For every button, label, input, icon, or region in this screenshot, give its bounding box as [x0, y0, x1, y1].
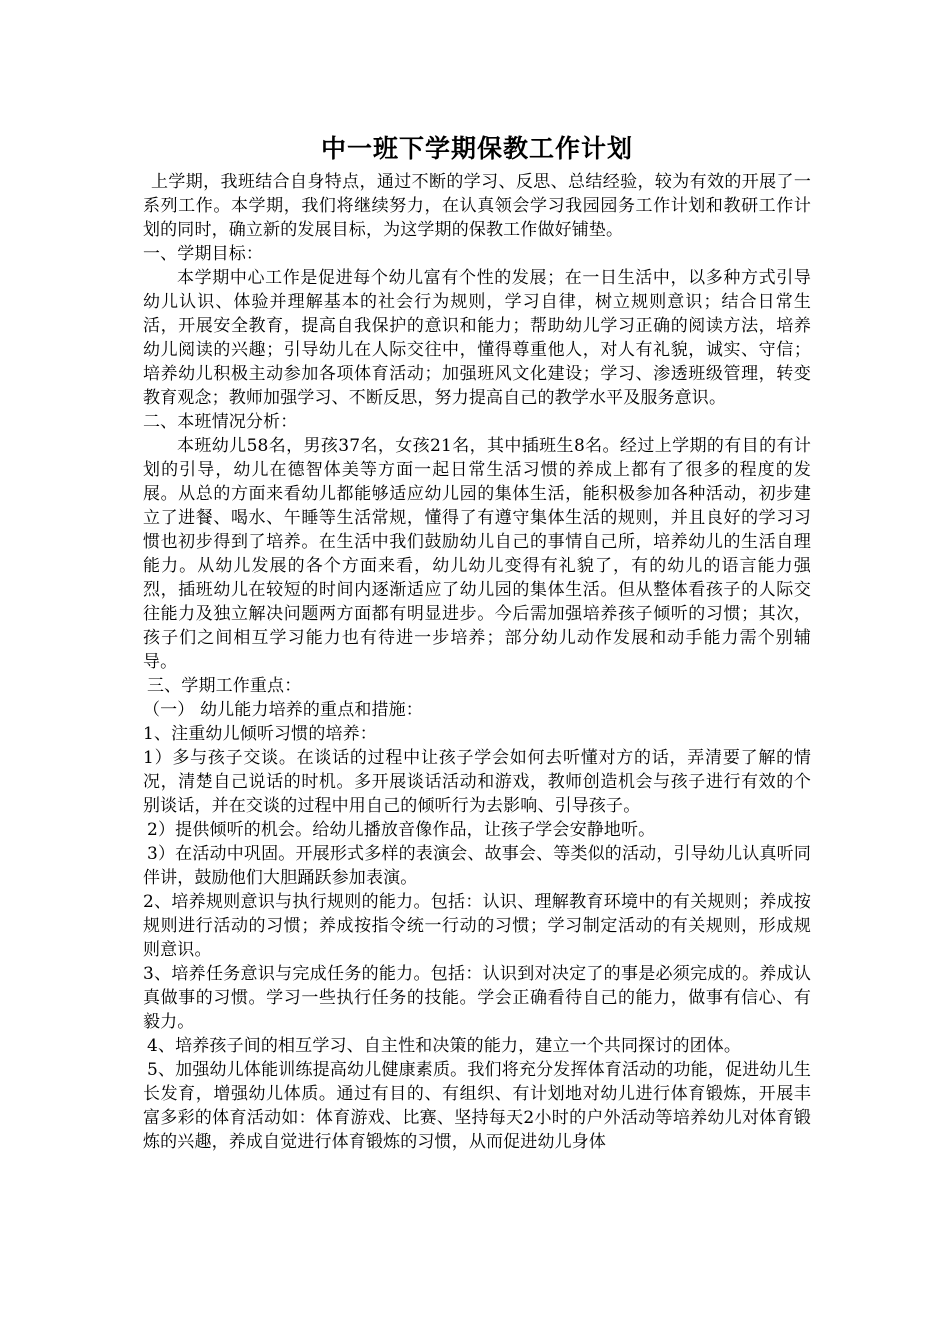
subitem-consolidate-in-activity: 3）在活动中巩固。开展形式多样的表演会、故事会、等类似的活动，引导幼儿认真听同伴讲，鼓励他们大胆踊跃参加表演。 [143, 844, 811, 888]
section-heading-goals: 一、学期目标： [143, 244, 264, 264]
subitem-listening-opportunity: 2）提供倾听的机会。给幼儿播放音像作品，让孩子学会安静地听。 [147, 820, 656, 840]
class-analysis-paragraph: 本班幼儿58名，男孩37名，女孩21名，其中插班生8名。经过上学期的有目的有计划的引导，幼儿在德智体美等方面一起日常生活习惯的养成上都有了很多的程度的发展。从总的方面来看幼儿都能够适应幼儿园的集体生活，能积极参加各种活动，初步建立了进餐、喝水、午睡等生活常规，懂得了有遵守集体生活的规则，并且良好的学习习惯也初步得到了培养。在生活中我们鼓励幼儿自己的事情自己所，培养幼儿的生活自理能力。从幼儿发展的各个方面来看，幼儿幼儿变得有礼貌了，有的幼儿的语言能力强烈，插班幼儿在较短的时间内逐渐适应了幼儿园的集体生活。但从整体看孩子的人际交往能力及独立解决问题两方面都有明显进步。今后需加强培养孩子倾听的习惯；其次，孩子们之间相互学习能力也有待进一步培养；部分幼儿动作发展和动手能力需个别辅导。 [143, 436, 811, 672]
item-task-awareness: 3、培养任务意识与完成任务的能力。包括：认识到对决定了的事是必须完成的。养成认真做事的习惯。学习一些执行任务的技能。学会正确看待自己的能力，做事有信心、有毅力。 [143, 964, 811, 1032]
item-mutual-learning: 4、培养孩子间的相互学习、自主性和决策的能力，建立一个共同探讨的团体。 [147, 1036, 742, 1056]
item-physical-training: 5、加强幼儿体能训练提高幼儿健康素质。我们将充分发挥体育活动的功能，促进幼儿生长发育，增强幼儿体质。通过有目的、有组织、有计划地对幼儿进行体育锻炼，开展丰富多彩的体育活动如：体育游戏、比赛、坚持每天2小时的户外活动等培养幼儿对体育锻炼的兴趣，养成自觉进行体育锻炼的习惯，从而促进幼儿身体 [143, 1060, 811, 1152]
subitem-talk-with-children: 1）多与孩子交谈。在谈话的过程中让孩子学会如何去听懂对方的话，弄清要了解的情况，清楚自己说话的时机。多开展谈话活动和游戏，教师创造机会与孩子进行有效的个别谈话，并在交谈的过程中用自己的倾听行为去影响、引导孩子。 [143, 748, 811, 816]
item-rules-awareness: 2、培养规则意识与执行规则的能力。包括：认识、理解教育环境中的有关规则；养成按规则进行活动的习惯；养成按指令统一行动的习惯；学习制定活动的有关规则，形成规则意识。 [143, 892, 811, 960]
item-listening-habits: 1、注重幼儿倾听习惯的培养： [143, 724, 377, 744]
document-title: 中一班下学期保教工作计划 [320, 134, 633, 163]
section-heading-class-analysis: 二、本班情况分析： [143, 412, 298, 432]
subsection-heading-ability: （一） 幼儿能力培养的重点和措施： [143, 700, 423, 720]
section-heading-key-work: 三、学期工作重点： [147, 676, 302, 696]
goals-paragraph: 本学期中心工作是促进每个幼儿富有个性的发展；在一日生活中，以多种方式引导幼儿认识、体验并理解基本的社会行为规则，学习自律，树立规则意识；结合日常生活，开展安全教育，提高自我保护的意识和能力；帮助幼儿学习正确的阅读方法，培养幼儿阅读的兴趣；引导幼儿在人际交往中，懂得尊重他人，对人有礼貌，诚实、守信；培养幼儿积极主动参加各项体育活动；加强班风文化建设；学习、渗透班级管理，转变教育观念；教师加强学习、不断反思，努力提高自己的教学水平及服务意识。 [143, 268, 811, 408]
intro-paragraph: 上学期，我班结合自身特点，通过不断的学习、反思、总结经验，较为有效的开展了一系列工作。本学期，我们将继续努力，在认真领会学习我园园务工作计划和教研工作计划的同时，确立新的发展目标，为这学期的保教工作做好铺垫。 [143, 172, 811, 240]
document-page [143, 132, 811, 1154]
